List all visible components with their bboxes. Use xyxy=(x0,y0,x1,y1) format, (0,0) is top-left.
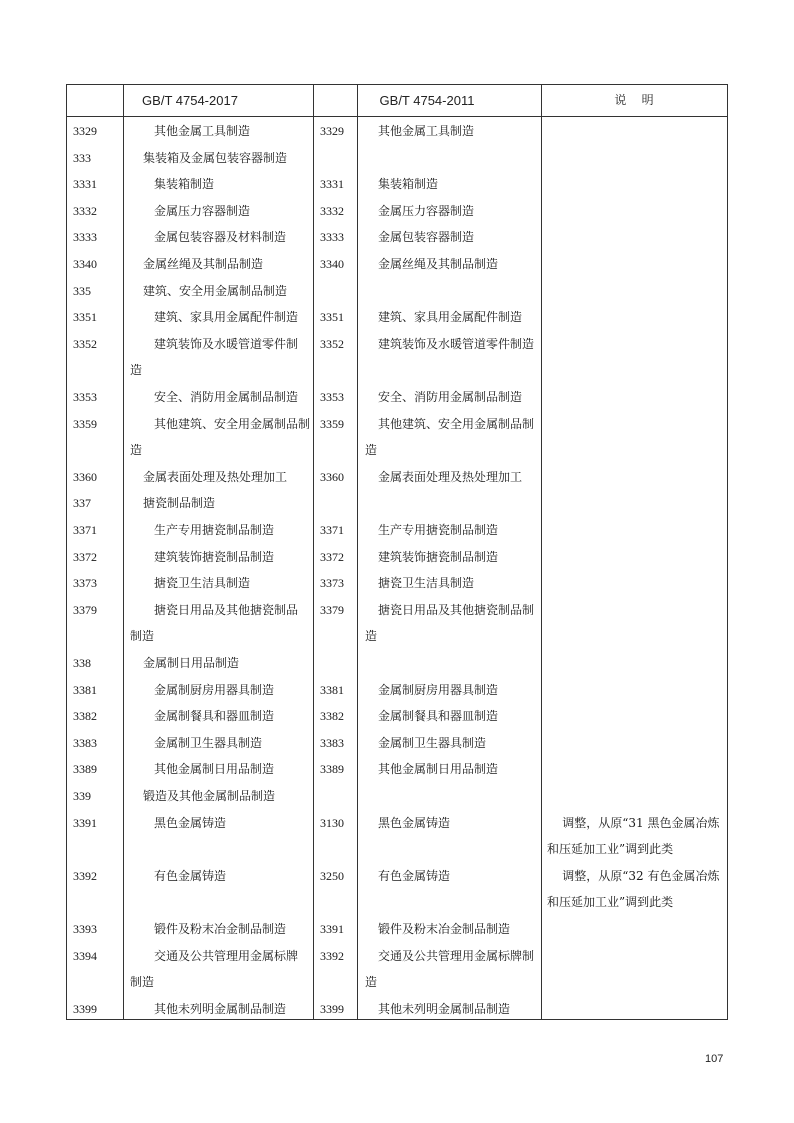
name-2017: 其他金属工具制造 xyxy=(154,124,251,138)
name-2017 xyxy=(129,889,310,916)
name-2011: 造 xyxy=(365,443,378,458)
note-text xyxy=(547,357,727,384)
name-2011: 集装箱制造 xyxy=(378,177,439,192)
name-2017: 黑色金属铸造 xyxy=(154,815,227,830)
name-2011: 交通及公共管理用金属标牌制 xyxy=(378,948,535,963)
note-text xyxy=(547,145,727,172)
code-2017: 3379 xyxy=(73,602,97,617)
name-2017: 其他未列明金属制品制造 xyxy=(154,1001,287,1016)
table-row xyxy=(67,464,727,491)
note-text xyxy=(547,490,727,517)
table-row xyxy=(67,810,727,837)
code-2017: 335 xyxy=(73,283,91,298)
name-2017: 搪瓷日用品及其他搪瓷制品 xyxy=(154,602,299,617)
table-row xyxy=(67,171,727,198)
code-2017: 3394 xyxy=(73,948,97,963)
note-text xyxy=(547,517,727,544)
name-2017: 其他建筑、安全用金属制品制 xyxy=(154,416,311,431)
table-row xyxy=(67,863,727,890)
code-2017: 3333 xyxy=(73,230,97,245)
name-2011: 其他未列明金属制品制造 xyxy=(378,1001,511,1016)
name-2011 xyxy=(364,357,550,384)
note-text xyxy=(547,198,727,225)
code-2017: 3381 xyxy=(73,682,97,697)
code-2017: 3393 xyxy=(73,922,97,936)
name-2017: 其他金属制日用品制造 xyxy=(154,762,275,777)
page-number: 107 xyxy=(705,1053,724,1065)
note-text xyxy=(547,570,727,597)
name-2017: 制造 xyxy=(130,629,155,644)
name-2011 xyxy=(364,650,550,677)
code-2011: 3383 xyxy=(320,735,344,750)
name-2011 xyxy=(364,490,550,517)
note-text: 和压延加工业”调到此类 xyxy=(547,895,674,910)
name-2011: 金属包装容器制造 xyxy=(378,230,475,245)
table-row xyxy=(67,198,727,225)
code-2011: 3331 xyxy=(320,177,344,192)
table-row xyxy=(67,251,727,278)
name-2011: 有色金属铸造 xyxy=(378,868,451,883)
note-text xyxy=(547,171,727,198)
name-2011: 生产专用搪瓷制品制造 xyxy=(378,523,499,537)
code-2011: 3381 xyxy=(320,682,344,697)
name-2017: 造 xyxy=(130,443,143,458)
name-2011: 安全、消防用金属制品制造 xyxy=(378,390,523,404)
note-text xyxy=(547,943,727,970)
code-2011: 3250 xyxy=(320,868,344,883)
name-2017: 金属制日用品制造 xyxy=(143,656,240,670)
name-2011 xyxy=(364,783,550,810)
code-2011: 3389 xyxy=(320,762,344,777)
code-2017: 3359 xyxy=(73,416,97,431)
note-text xyxy=(547,411,727,438)
note-text xyxy=(547,118,727,145)
name-2011: 金属制卫生器具制造 xyxy=(378,735,487,750)
table-row xyxy=(67,996,727,1023)
table-row xyxy=(67,411,727,438)
code-2011: 3359 xyxy=(320,416,344,431)
code-2017: 3383 xyxy=(73,735,97,750)
code-2017: 3399 xyxy=(73,1001,97,1016)
name-2011 xyxy=(364,278,550,305)
code-2017: 3389 xyxy=(73,762,97,777)
name-2011: 金属压力容器制造 xyxy=(378,203,475,218)
name-2017: 造 xyxy=(130,363,143,378)
table-row xyxy=(67,331,727,358)
name-2017: 交通及公共管理用金属标牌 xyxy=(154,948,299,963)
name-2017: 金属制餐具和器皿制造 xyxy=(154,709,275,724)
table-row xyxy=(67,943,727,970)
note-text xyxy=(547,224,727,251)
header-gbt-2011: GB/T 4754-2011 xyxy=(379,93,475,108)
code-2011: 3351 xyxy=(320,310,344,325)
code-2011: 3373 xyxy=(320,576,344,591)
name-2017: 金属丝绳及其制品制造 xyxy=(143,257,264,271)
note-text xyxy=(547,331,727,358)
note-text xyxy=(547,916,727,943)
name-2017: 建筑、家具用金属配件制造 xyxy=(154,310,299,325)
header-note: 说 明 xyxy=(614,93,654,107)
table-row xyxy=(67,490,727,517)
name-2017: 安全、消防用金属制品制造 xyxy=(154,390,299,404)
name-2011 xyxy=(364,145,550,172)
name-2017: 生产专用搪瓷制品制造 xyxy=(154,523,275,537)
code-2011: 3340 xyxy=(320,257,344,271)
table-row xyxy=(67,756,727,783)
table-row xyxy=(67,650,727,677)
name-2017: 锻造及其他金属制品制造 xyxy=(143,789,276,803)
code-2017: 333 xyxy=(73,150,91,165)
note-text xyxy=(547,969,727,996)
name-2017: 金属表面处理及热处理加工 xyxy=(143,469,288,484)
table-row xyxy=(67,889,727,916)
name-2017: 搪瓷卫生洁具制造 xyxy=(154,576,251,591)
name-2011: 金属表面处理及热处理加工 xyxy=(378,469,523,484)
name-2017: 搪瓷制品制造 xyxy=(143,496,216,511)
code-2011: 3353 xyxy=(320,390,344,404)
name-2011 xyxy=(364,836,550,863)
code-2017: 338 xyxy=(73,656,91,670)
note-text xyxy=(547,623,727,650)
name-2017: 金属制厨房用器具制造 xyxy=(154,682,275,697)
code-2011: 3379 xyxy=(320,602,344,617)
code-2017: 339 xyxy=(73,789,91,803)
note-text xyxy=(547,437,727,464)
name-2017: 集装箱制造 xyxy=(154,177,215,192)
name-2011: 建筑、家具用金属配件制造 xyxy=(378,310,523,325)
code-2017: 337 xyxy=(73,496,91,511)
name-2011 xyxy=(364,889,550,916)
code-2017: 3372 xyxy=(73,549,97,564)
code-2011: 3333 xyxy=(320,230,344,245)
name-2017: 制造 xyxy=(130,975,155,990)
name-2011: 搪瓷卫生洁具制造 xyxy=(378,576,475,591)
header-divider xyxy=(67,116,727,117)
table-row xyxy=(67,224,727,251)
code-2011: 3392 xyxy=(320,948,344,963)
note-text xyxy=(547,703,727,730)
code-2011: 3391 xyxy=(320,922,344,936)
note-text xyxy=(547,384,727,411)
code-2017: 3371 xyxy=(73,523,97,537)
note-text xyxy=(547,783,727,810)
code-2017: 3329 xyxy=(73,124,97,138)
note-text xyxy=(547,304,727,331)
name-2011: 黑色金属铸造 xyxy=(378,815,451,830)
code-2017: 3352 xyxy=(73,336,97,351)
note-text: 和压延加工业”调到此类 xyxy=(547,842,674,857)
name-2011: 其他金属制日用品制造 xyxy=(378,762,499,777)
name-2017 xyxy=(129,836,310,863)
code-2011: 3382 xyxy=(320,709,344,724)
code-2011: 3352 xyxy=(320,336,344,351)
note-text xyxy=(547,996,727,1023)
code-2011: 3332 xyxy=(320,203,344,218)
table-row xyxy=(67,677,727,704)
name-2017: 建筑装饰搪瓷制品制造 xyxy=(154,549,275,564)
name-2011: 锻件及粉末冶金制品制造 xyxy=(378,922,511,936)
name-2011: 金属丝绳及其制品制造 xyxy=(378,257,499,271)
code-2017: 3331 xyxy=(73,177,97,192)
table-row xyxy=(67,357,727,384)
name-2017: 锻件及粉末冶金制品制造 xyxy=(154,922,287,936)
code-2017: 3392 xyxy=(73,868,97,883)
table-row xyxy=(67,278,727,305)
code-2017: 3382 xyxy=(73,709,97,724)
name-2017: 有色金属铸造 xyxy=(154,868,227,883)
code-2011: 3372 xyxy=(320,549,344,564)
note-text xyxy=(547,251,727,278)
header-gbt-2017: GB/T 4754-2017 xyxy=(142,93,238,108)
table-row xyxy=(67,544,727,571)
note-text: 调整，从原“31 黑色金属冶炼 xyxy=(547,815,720,830)
name-2011: 造 xyxy=(365,629,378,644)
name-2017: 集装箱及金属包装容器制造 xyxy=(143,150,288,165)
code-2011: 3329 xyxy=(320,124,344,138)
code-2017: 3391 xyxy=(73,815,97,830)
note-text xyxy=(547,544,727,571)
table-row xyxy=(67,623,727,650)
name-2017: 建筑装饰及水暖管道零件制 xyxy=(154,336,299,351)
table-row xyxy=(67,730,727,757)
note-text xyxy=(547,278,727,305)
table-row xyxy=(67,304,727,331)
table-row xyxy=(67,969,727,996)
table-row xyxy=(67,916,727,943)
code-2017: 3373 xyxy=(73,576,97,591)
table-row xyxy=(67,783,727,810)
classification-table xyxy=(66,84,728,1020)
note-text xyxy=(547,677,727,704)
table-row xyxy=(67,570,727,597)
code-2017: 3332 xyxy=(73,203,97,218)
table-row xyxy=(67,437,727,464)
code-2017: 3340 xyxy=(73,257,97,271)
name-2017: 金属压力容器制造 xyxy=(154,203,251,218)
code-2011: 3130 xyxy=(320,815,344,830)
note-text xyxy=(547,597,727,624)
code-2017: 3351 xyxy=(73,310,97,325)
table-row xyxy=(67,703,727,730)
name-2011: 金属制厨房用器具制造 xyxy=(378,682,499,697)
name-2011: 建筑装饰及水暖管道零件制造 xyxy=(378,336,535,351)
code-2017: 3360 xyxy=(73,469,97,484)
name-2017: 金属包装容器及材料制造 xyxy=(154,230,287,245)
table-row xyxy=(67,118,727,145)
note-text xyxy=(547,464,727,491)
table-row xyxy=(67,517,727,544)
name-2017: 金属制卫生器具制造 xyxy=(154,735,263,750)
note-text: 调整，从原“32 有色金属冶炼 xyxy=(547,868,720,883)
note-text xyxy=(547,756,727,783)
note-text xyxy=(547,730,727,757)
code-2011: 3371 xyxy=(320,523,344,537)
code-2017: 3353 xyxy=(73,390,97,404)
name-2011: 金属制餐具和器皿制造 xyxy=(378,709,499,724)
table-row xyxy=(67,597,727,624)
table-row xyxy=(67,836,727,863)
name-2011: 其他金属工具制造 xyxy=(378,124,475,138)
note-text xyxy=(547,650,727,677)
code-2011: 3360 xyxy=(320,469,344,484)
name-2017: 建筑、安全用金属制品制造 xyxy=(143,283,288,298)
name-2011: 建筑装饰搪瓷制品制造 xyxy=(378,549,499,564)
name-2011: 造 xyxy=(365,975,378,990)
table-row xyxy=(67,384,727,411)
name-2011: 搪瓷日用品及其他搪瓷制品制 xyxy=(378,602,535,617)
table-row xyxy=(67,145,727,172)
code-2011: 3399 xyxy=(320,1001,344,1016)
name-2011: 其他建筑、安全用金属制品制 xyxy=(378,416,535,431)
